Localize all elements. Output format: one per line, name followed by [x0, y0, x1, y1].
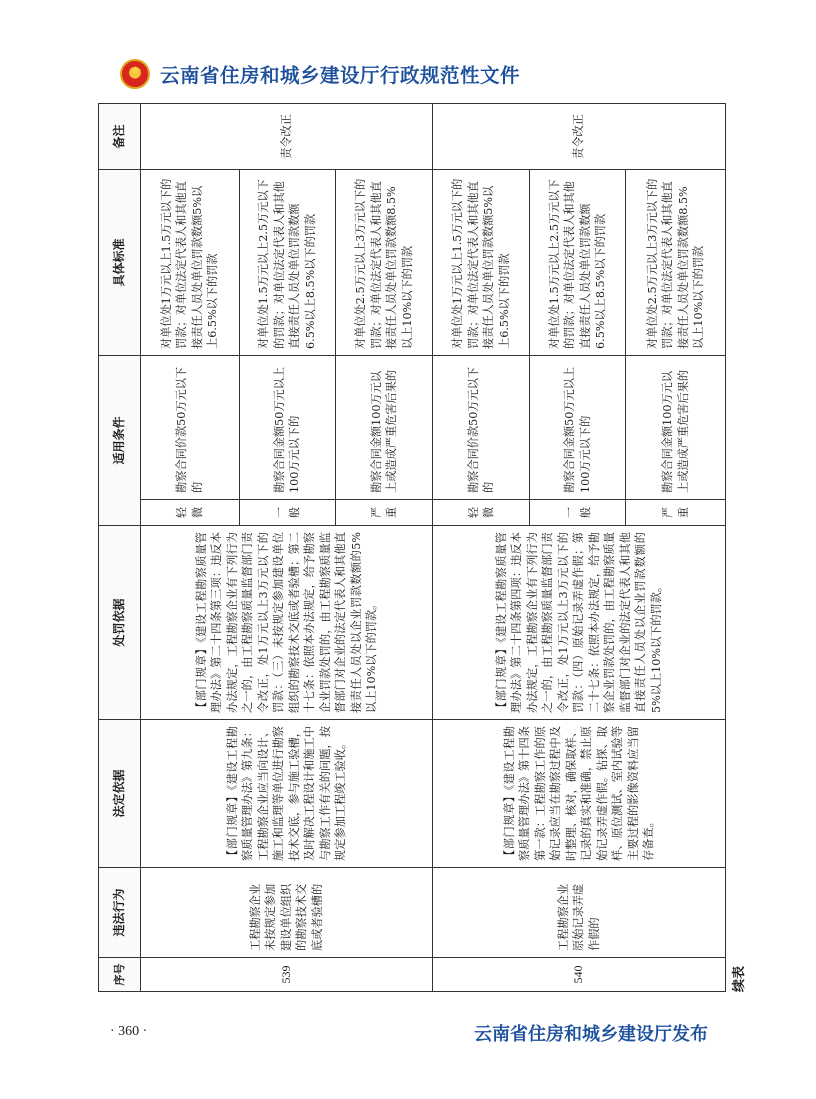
tier-condition: 勘察合同金额100万元以上或造成严重危害后果的 [626, 355, 726, 499]
row-seq: 540 [433, 958, 726, 992]
header-act: 违法行为 [99, 868, 141, 958]
tier-standard: 对单位处1万元以上1.5万元以下的罚款；对单位法定代表人和其他直接责任人员处单位罚款数额5%以上6.5%以下的罚款 [433, 169, 529, 355]
row-penalty-basis: 【部门规章】《建设工程勘察质量管理办法》第二十四条第三项：违反本办法规定，工程勘察企业有下列行为之一的，由工程勘察质量监督部门责令改正，处1万元以上3万元以下的罚款：（三）未按规定参加建设单位组织的勘察技术交底或者验槽；第二十七条：依照本办法规定，给予勘察企业罚款处罚的，由工程勘察质量监督部门对企业的法定代表人和其他直接责任人员处以企业罚款数额的5%以上10%以下的罚款。 [141, 526, 433, 720]
tier-condition: 勘察合同金额50万元以上100万元以下的 [239, 355, 335, 499]
tier-condition: 勘察合同价款50万元以下的 [141, 355, 240, 499]
header-penalty-basis: 处罚依据 [99, 526, 141, 720]
tier-condition: 勘察合同价款50万元以下的 [433, 355, 529, 499]
tier-condition: 勘察合同金额100万元以上或造成严重危害后果的 [335, 355, 433, 499]
tier-standard: 对单位处1.5万元以上2.5万元以下的罚款；对单位法定代表人和其他直接责任人员处单位罚款数额6.5%以上8.5%以下的罚款 [239, 169, 335, 355]
row-act: 工程勘察企业原始记录弄虚作假的 [433, 868, 726, 958]
tier-standard: 对单位处1.5万元以上2.5万元以下的罚款；对单位法定代表人和其他直接责任人员处单位罚款数额6.5%以上8.5%以下的罚款 [529, 169, 625, 355]
tier-level: 一般 [239, 500, 335, 526]
page-number: · 360 · [110, 1024, 148, 1039]
row-seq: 539 [141, 958, 433, 992]
table-row [433, 103, 529, 991]
row-legal-basis: 【部门规章】《建设工程勘察质量管理办法》第十四条第一款：工程勘察工作的原始记录应当在勘察过程中及时整理、核对，确保取样、记录的真实和准确，禁止原始记录弄虚作假。钻探、取样、原位测试、室内试验等主要过程的影像资料应当留存备查。 [433, 720, 726, 868]
tier-standard: 对单位处2.5万元以上3万元以下的罚款；对单位法定代表人和其他直接责任人员处单位罚款数额8.5%以上10%以下的罚款 [626, 169, 726, 355]
footer-publisher: 云南省住房和城乡建设厅发布 [474, 1024, 708, 1045]
row-penalty-basis: 【部门规章】《建设工程勘察质量管理办法》第二十四条第四项：违反本办法规定，工程勘察企业有下列行为之一的，由工程勘察质量监督部门责令改正，处1万元以上3万元以下的罚款：（四）原始记录弄虚作假；第二十七条：依照本办法规定，给予勘察企业罚款处罚的，由工程勘察质量监督部门对企业的法定代表人和其他直接责任人员处以企业罚款数额的5%以上10%以下的罚款。 [433, 526, 726, 720]
table-header-row [99, 103, 141, 991]
tier-standard: 对单位处1万元以上1.5万元以下的罚款；对单位法定代表人和其他直接责任人员处单位罚款数额5%以上6.5%以下的罚款 [141, 169, 240, 355]
header-remark: 备注 [99, 103, 141, 169]
document-header-title: 云南省住房和城乡建设厅行政规范性文件 [160, 64, 521, 87]
header-standard: 具体标准 [99, 169, 141, 355]
header-conditions: 适用条件 [99, 355, 141, 525]
tier-level: 严重 [335, 500, 433, 526]
tier-level: 轻微 [433, 500, 529, 526]
row-act: 工程勘察企业未按规定参加建设单位组织的勘察技术交底或者验槽的 [141, 868, 433, 958]
tier-level: 严重 [626, 500, 726, 526]
rotated-table-area [98, 104, 750, 992]
row-remark: 责令改正 [433, 103, 726, 169]
tier-condition: 勘察合同金额50万元以上100万元以下的 [529, 355, 625, 499]
header-seq: 序号 [99, 958, 141, 992]
continued-table-label: 续表 [732, 965, 747, 992]
rotated-table-page [98, 104, 750, 992]
header-legal-basis: 法定依据 [99, 720, 141, 868]
document-header [120, 52, 520, 96]
tier-level: 轻微 [141, 500, 240, 526]
national-emblem-icon [120, 59, 150, 89]
tier-standard: 对单位处2.5万元以上3万元以下的罚款；对单位法定代表人和其他直接责任人员处单位罚款数额8.5%以上10%以下的罚款 [335, 169, 433, 355]
table-row [141, 103, 240, 991]
row-legal-basis: 【部门规章】《建设工程勘察质量管理办法》第九条：工程勘察企业应当向设计、施工和监理等单位进行勘察技术交底，参与施工验槽，及时解决工程设计和施工中与勘察工作有关的问题，按规定参加工程竣工验收。 [141, 720, 433, 868]
penalty-standard-table [98, 103, 726, 992]
row-remark: 责令改正 [141, 103, 433, 169]
tier-level: 一般 [529, 500, 625, 526]
